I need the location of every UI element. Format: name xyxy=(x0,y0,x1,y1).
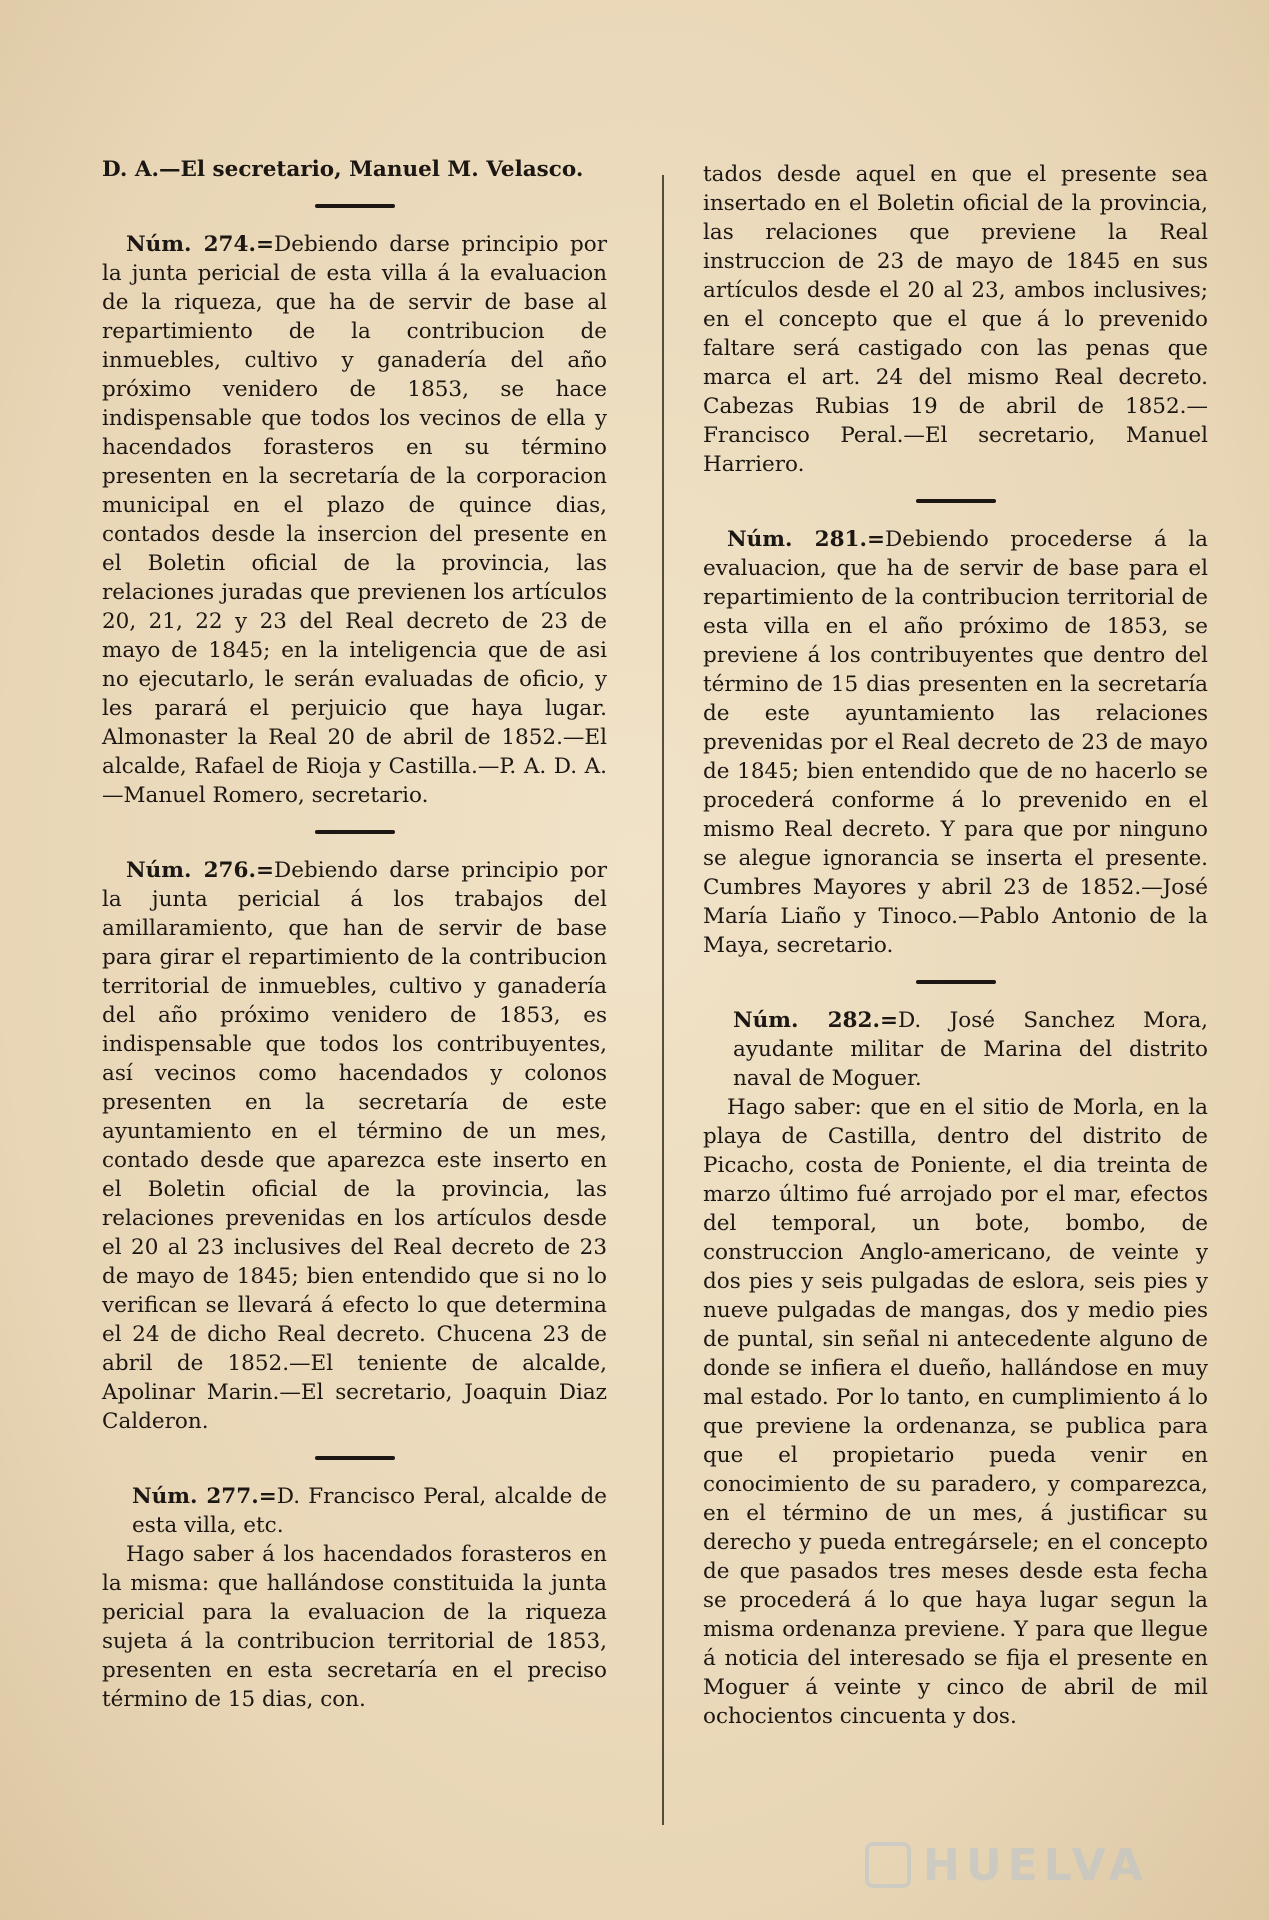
notice-282-header: Núm. 282. xyxy=(733,1008,880,1033)
notice-281: Núm. 281.=Debiendo procederse á la evaluacion, que ha de servir de base para el repartimiento de la contribucion territorial de esta villa en el año próximo de 1853, se previene á los contribuyentes que dentro del término de 15 dias presenten en la secretaría de este ayuntamiento las relaciones prevenidas por el Real decreto de 23 de mayo de 1845; bien entendido que de no hacerlo se procederá conforme á lo prevenido en el mismo Real decreto. Y para que por ninguno se alegue ignorancia se inserta el presente. Cumbres Mayores y abril 23 de 1852.—José María Liaño y Tinoco.—Pablo Antonio de la Maya, secretario. xyxy=(703,527,1208,958)
notice-281-body: Debiendo procederse á la evaluacion, que ha de servir de base para el repartimiento de la contribucion territorial de esta villa en el año próximo de 1853, se previene á los contribuyentes que dentro del término de 15 dias presenten en la secretaría de este ayuntamiento las relaciones prevenidas por el Real decreto de 23 de mayo de 1845; bien entendido que de no hacerlo se procederá conforme á lo prevenido en el mismo Real decreto. Y para que por ninguno se alegue ignorancia se inserta el presente. Cumbres Mayores y abril 23 de 1852.—José María Liaño y Tinoco.—Pablo Antonio de la Maya, secretario. xyxy=(703,527,1208,958)
notice-282-body: Hago saber: que en el sitio de Morla, en la playa de Castilla, dentro del distrito de Picacho, costa de Poniente, el dia treinta de marzo último fué arrojado por el mar, efectos del temporal, un bote, bombo, de construccion Anglo-americano, de veinte y dos pies y seis pulgadas de eslora, seis pies y nueve pulgadas de mangas, dos y medio pies de puntal, sin señal ni antecedente alguno de donde se infiera el dueño, hallándose en muy mal estado. Por lo tanto, en cumplimiento á lo que previene la ordenanza, se publica para que el propietario pueda venir en conocimiento de su paradero, y comparezca, en el término de un mes, á justificar su derecho y pueda entregársele; en el concepto de que pasados tres meses desde esta fecha se procederá á lo que haya lugar segun la misma ordenanza previene. Y para que llegue á noticia del interesado se fija el presente en Moguer á veinte y cinco de abril de mil ochocientos cincuenta y dos. xyxy=(703,1095,1208,1729)
notice-274-body: Debiendo darse principio por la junta pericial de esta villa á la evaluacion de la riqueza, que ha de servir de base al repartimiento de la contribucion de inmuebles, cultivo y ganadería del año próximo venidero de 1853, se hace indispensable que todos los vecinos de ella y hacendados forasteros en su término presenten en la secretaría de la corporacion municipal en el plazo de quince dias, contados desde la insercion del presente en el Boletin oficial de la provincia, las relaciones juradas que previenen los artículos 20, 21, 22 y 23 del Real decreto de 23 de mayo de 1845; en la inteligencia que de asi no ejecutarlo, le serán evaluadas de oficio, y les parará el perjuicio que haya lugar. Almonaster la Real 20 de abril de 1852.—El alcalde, Rafael de Rioja y Castilla.—P. A. D. A.—Manuel Romero, secretario. xyxy=(102,232,607,808)
column-divider xyxy=(662,175,664,1825)
intro-signature: D. A.—El secretario, Manuel M. Velasco. xyxy=(102,157,584,182)
notice-274: Núm. 274.=Debiendo darse principio por la junta pericial de esta villa á la evaluacion de la riqueza, que ha de servir de base al repartimiento de la contribucion de inmuebles, cultivo y ganadería del año próximo venidero de 1853, se hace indispensable que todos los vecinos de ella y hacendados forasteros en su término presenten en la secretaría de la corporacion municipal en el plazo de quince dias, contados desde la insercion del presente en el Boletin oficial de la provincia, las relaciones juradas que previenen los artículos 20, 21, 22 y 23 del Real decreto de 23 de mayo de 1845; en la inteligencia que de asi no ejecutarlo, le serán evaluadas de oficio, y les parará el perjuicio que haya lugar. Almonaster la Real 20 de abril de 1852.—El alcalde, Rafael de Rioja y Castilla.—P. A. D. A.—Manuel Romero, secretario. xyxy=(102,232,607,808)
notice-277-title: D. Francisco Peral, alcalde de esta villa, etc. xyxy=(132,1484,607,1538)
notice-274-header: Núm. 274. xyxy=(126,232,256,257)
section-separator xyxy=(315,1456,395,1460)
notice-276-header: Núm. 276. xyxy=(126,858,256,883)
section-separator xyxy=(315,830,395,834)
watermark-text: HUELVA xyxy=(923,1839,1149,1891)
notice-282-title: D. José Sanchez Mora, ayudante militar de Marina del distrito naval de Moguer. xyxy=(733,1008,1208,1091)
notice-281-header: Núm. 281. xyxy=(727,527,867,552)
notice-277-body: Hago saber á los hacendados forasteros en la misma: que hallándose constituida la junta pericial para la evaluacion de la riqueza sujeta á la contribucion territorial de 1853, presenten en esta secretaría en el preciso término de 15 dias, con. xyxy=(102,1542,607,1712)
section-separator xyxy=(916,980,996,984)
archive-watermark xyxy=(865,1830,1185,1900)
notice-277-header: Núm. 277. xyxy=(132,1484,259,1509)
notice-282-heading: Núm. 282.=D. José Sanchez Mora, ayudante militar de Marina del distrito naval de Moguer. xyxy=(733,1008,1208,1091)
section-separator xyxy=(315,204,395,208)
archive-logo-icon xyxy=(865,1842,911,1888)
right-column xyxy=(703,160,1208,1731)
notice-277-heading: Núm. 277.=D. Francisco Peral, alcalde de esta villa, etc. xyxy=(132,1484,607,1538)
notice-277-continuation: tados desde aquel en que el presente sea insertado en el Boletin oficial de la provincia, las relaciones que previene la Real instruccion de 23 de mayo de 1845 en sus artículos desde el 20 al 23, ambos inclusives; en el concepto que el que á lo prevenido faltare será castigado con las penas que marca el art. 24 del mismo Real decreto. Cabezas Rubias 19 de abril de 1852.—Francisco Peral.—El secretario, Manuel Harriero. xyxy=(703,162,1208,477)
notice-276-body: Debiendo darse principio por la junta pericial á los trabajos del amillaramiento, que han de servir de base para girar el repartimiento de la contribucion territorial de inmuebles, cultivo y ganadería del año próximo venidero de 1853, es indispensable que todos los contribuyentes, así vecinos como hacendados y colonos presenten en la secretaría de este ayuntamiento en el término de un mes, contado desde que aparezca este inserto en el Boletin oficial de la provincia, las relaciones prevenidas en los artículos desde el 20 al 23 inclusives del Real decreto de 23 de mayo de 1845; bien entendido que si no lo verifican se llevará á efecto lo que determina el 24 de dicho Real decreto. Chucena 23 de abril de 1852.—El teniente de alcalde, Apolinar Marin.—El secretario, Joaquin Diaz Calderon. xyxy=(102,858,607,1434)
notice-276: Núm. 276.=Debiendo darse principio por la junta pericial á los trabajos del amillaramiento, que han de servir de base para girar el repartimiento de la contribucion territorial de inmuebles, cultivo y ganadería del año próximo venidero de 1853, es indispensable que todos los contribuyentes, así vecinos como hacendados y colonos presenten en la secretaría de este ayuntamiento en el término de un mes, contado desde que aparezca este inserto en el Boletin oficial de la provincia, las relaciones prevenidas en los artículos desde el 20 al 23 inclusives del Real decreto de 23 de mayo de 1845; bien entendido que si no lo verifican se llevará á efecto lo que determina el 24 de dicho Real decreto. Chucena 23 de abril de 1852.—El teniente de alcalde, Apolinar Marin.—El secretario, Joaquin Diaz Calderon. xyxy=(102,858,607,1434)
left-column xyxy=(102,155,607,1714)
section-separator xyxy=(916,499,996,503)
